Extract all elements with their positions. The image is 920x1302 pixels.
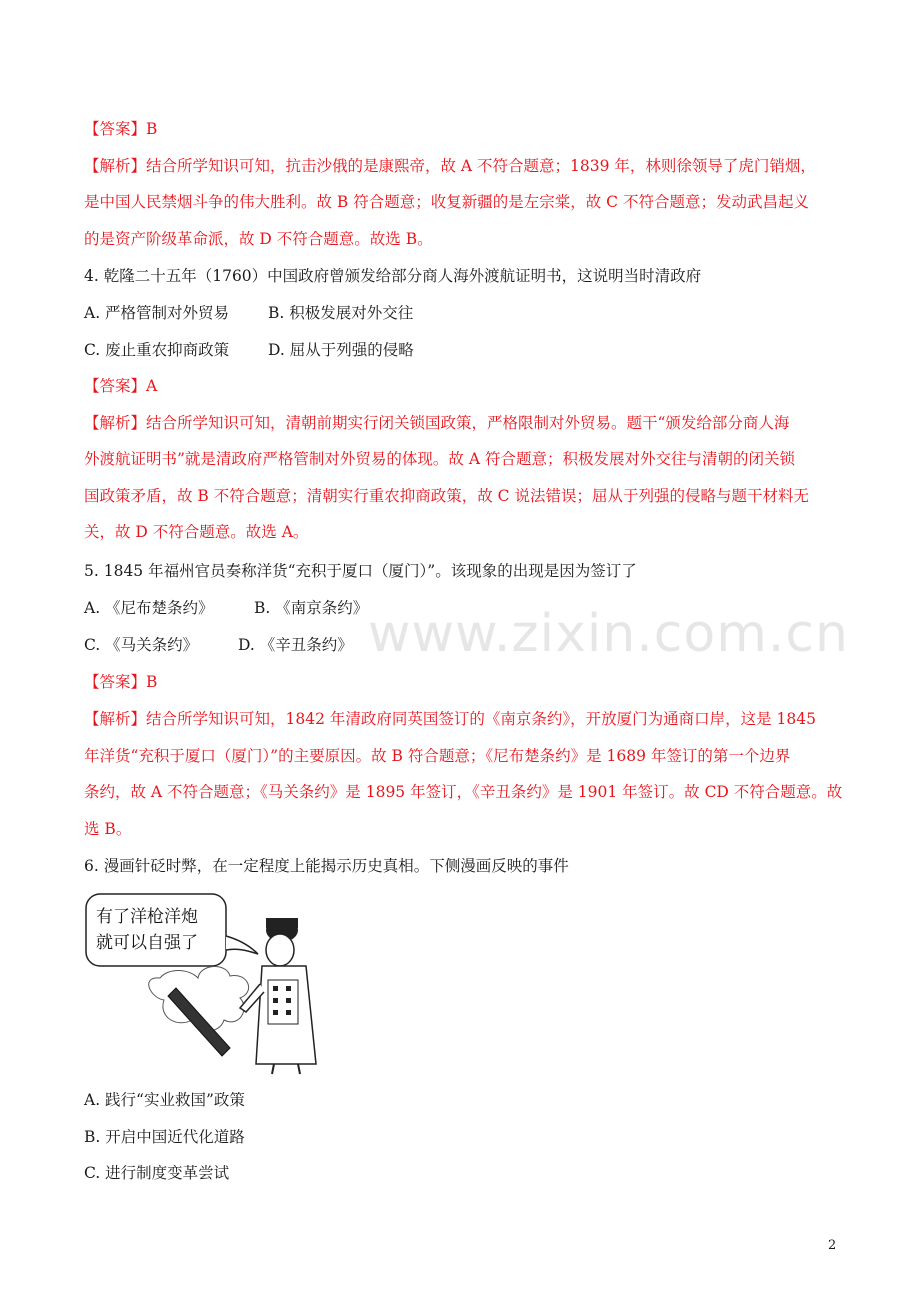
q5-answer: 【答案】B	[84, 673, 158, 691]
q5-analysis-line-3: 条约，故 A 不符合题意；《马关条约》是 1895 年签订，《辛丑条约》是 1901 年签订。故 CD 不符合题意。故	[84, 783, 843, 801]
q4-option-d: D. 屈从于列强的侵略	[268, 341, 414, 359]
q6-stem: 6. 漫画针砭时弊，在一定程度上能揭示历史真相。下侧漫画反映的事件	[84, 857, 569, 875]
q4-analysis-line-2: 外渡航证明书”就是清政府严格管制对外贸易的体现。故 A 符合题意；积极发展对外交往与清朝的闭关锁	[84, 450, 795, 468]
page-number: 2	[828, 1238, 837, 1253]
q4-analysis-line-3: 国政策矛盾，故 B 不符合题意；清朝实行重农抑商政策，故 C 说法错误；屈从于列强的侵略与题干材料无	[84, 487, 809, 505]
q3-analysis-line-2: 是中国人民禁烟斗争的伟大胜利。故 B 符合题意；收复新疆的是左宗棠，故 C 不符合题意；发动武昌起义	[84, 193, 809, 211]
q5-option-c: C. 《马关条约》	[84, 636, 199, 654]
q4-option-a: A. 严格管制对外贸易	[84, 304, 230, 322]
q5-option-b: B. 《南京条约》	[254, 599, 369, 617]
q5-analysis-line-2: 年洋货“充积于厦口（厦门）”的主要原因。故 B 符合题意；《尼布楚条约》是 1689 年签订的第一个边界	[84, 747, 791, 765]
q4-option-c: C. 废止重农抑商政策	[84, 341, 230, 359]
cartoon-caption-line-1: 有了洋枪洋炮	[96, 907, 198, 927]
q5-option-a: A. 《尼布楚条约》	[84, 599, 214, 617]
q5-stem: 5. 1845 年福州官员奏称洋货“充积于厦口（厦门）”。该现象的出现是因为签订了	[84, 562, 637, 580]
q4-analysis-line-1: 【解析】结合所学知识可知，清朝前期实行闭关锁国政策，严格限制对外贸易。题干“颁发给部分商人海	[84, 414, 790, 432]
cartoon-caption-line-2: 就可以自强了	[96, 933, 198, 953]
q4-analysis-line-4: 关，故 D 不符合题意。故选 A。	[84, 523, 309, 541]
q6-option-c: C. 进行制度变革尝试	[84, 1164, 230, 1182]
q3-analysis-line-3: 的是资产阶级革命派，故 D 不符合题意。故选 B。	[84, 230, 433, 248]
q4-answer: 【答案】A	[84, 377, 158, 395]
cartoon-image	[80, 888, 350, 1078]
q3-analysis-line-1: 【解析】结合所学知识可知，抗击沙俄的是康熙帝，故 A 不符合题意；1839 年，林则徐领导了虎门销烟，	[84, 157, 816, 175]
q4-option-b: B. 积极发展对外交往	[268, 304, 414, 322]
q5-option-d: D. 《辛丑条约》	[238, 636, 353, 654]
q4-stem: 4. 乾隆二十五年（1760）中国政府曾颁发给部分商人海外渡航证明书，这说明当时清政府	[84, 267, 702, 285]
q3-answer: 【答案】B	[84, 120, 158, 138]
q6-option-b: B. 开启中国近代化道路	[84, 1128, 245, 1146]
q5-analysis-line-1: 【解析】结合所学知识可知，1842 年清政府同英国签订的《南京条约》，开放厦门为通商口岸，这是 1845	[84, 710, 816, 728]
watermark: www.zixin.com.cn	[368, 604, 849, 664]
q5-analysis-line-4: 选 B。	[84, 820, 132, 838]
q6-option-a: A. 践行“实业救国”政策	[84, 1091, 245, 1109]
